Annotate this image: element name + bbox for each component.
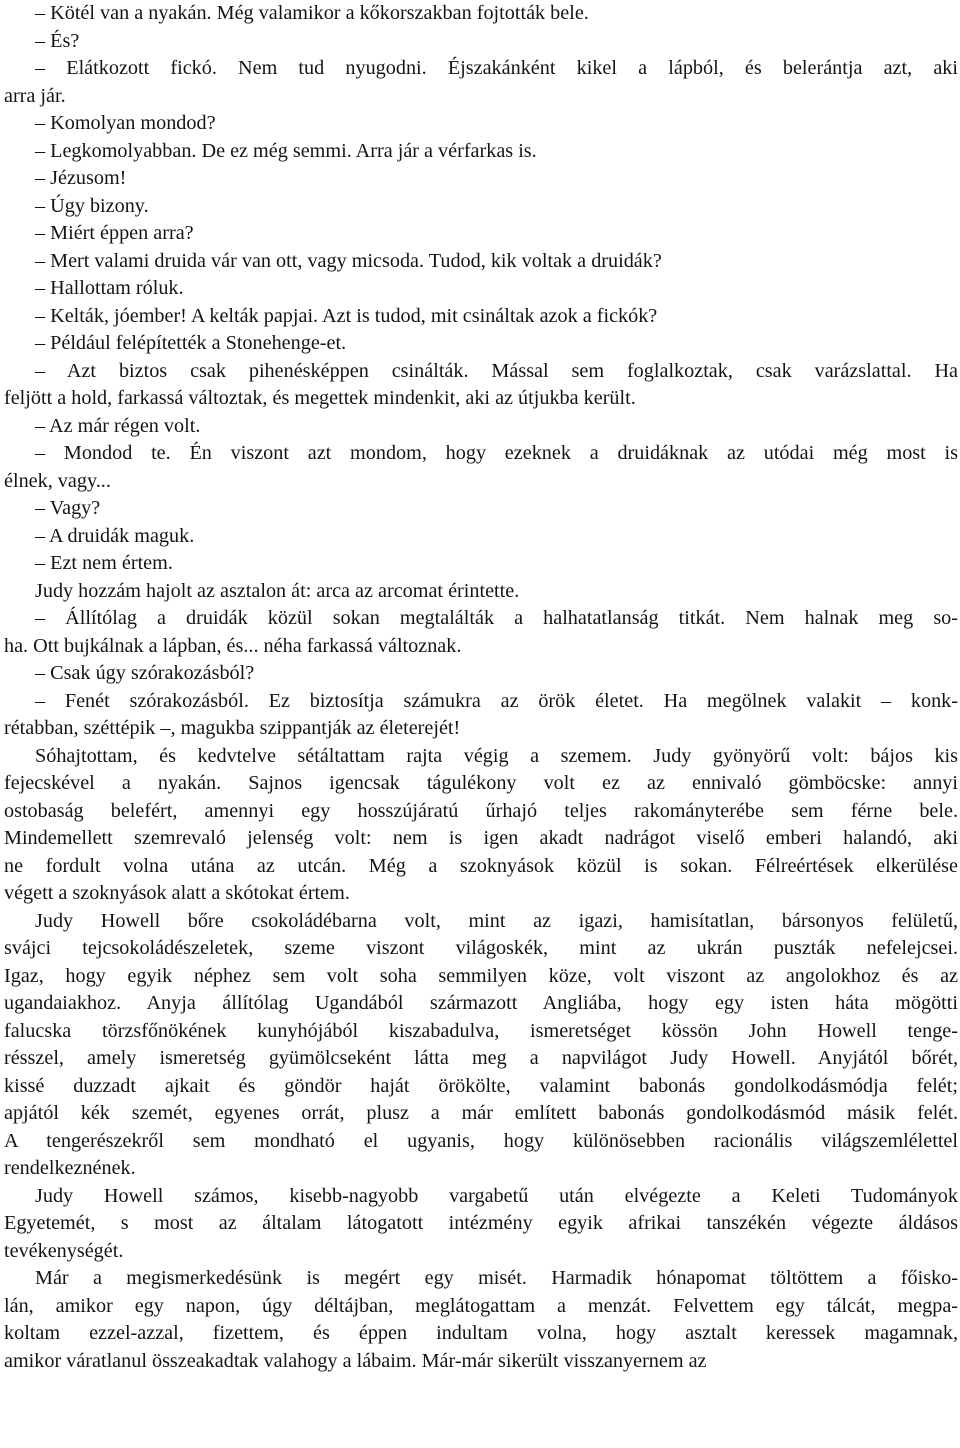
text-line: ne fordult volna utána az utcán. Még a szoknyások közül is sokan. Félreértések elkerülése: [4, 854, 958, 877]
text-line: – Miért éppen arra?: [35, 222, 194, 244]
text-line: ugandaiakhoz. Anyja állítólag Ugandából származott Angliába, hogy egy isten háta mögötti: [4, 992, 958, 1014]
text-line: Egyetemét, s most az általam látogatott intézmény egyik afrikai tanszékén végezte áldásos: [4, 1212, 958, 1234]
text-line: – Ezt nem értem.: [35, 552, 173, 574]
paragraph: [4, 110, 958, 138]
document-page: [4, 0, 958, 1375]
paragraph: [4, 495, 958, 523]
paragraph: [4, 688, 958, 743]
text-line: – Fenét szórakozásból. Ez biztosítja számukra az örök életet. Ha megölnek valakit – konk-: [35, 689, 958, 712]
paragraph: [4, 330, 958, 358]
text-line: feljött a hold, farkassá változtak, és megettek mindenkit, aki az útjukba került.: [4, 387, 636, 409]
text-line: – Elátkozott fickó. Nem tud nyugodni. Éjszakánként kikel a lápból, és belerántja azt, aki: [35, 57, 958, 79]
paragraph: [4, 0, 958, 28]
text-line: amikor váratlanul összeakadtak valahogy a lábaim. Már-már sikerült visszanyernem az: [4, 1349, 707, 1372]
text-line: fejecskével a nyakán. Sajnos igencsak tágulékony volt ez az ennivaló gömböcske: annyi: [4, 772, 958, 794]
text-line: – Hallottam róluk.: [35, 277, 184, 299]
paragraph: [4, 138, 958, 166]
text-line: Mindemellett szemrevaló jelenség volt: nem is igen akadt nadrágot viselő emberi halandó, aki: [4, 827, 958, 849]
text-line: élnek, vagy...: [4, 469, 111, 492]
paragraph: [4, 1183, 958, 1266]
text-line: – Kelták, jóember! A kelták papjai. Azt is tudod, mit csináltak azok a fickók?: [35, 304, 658, 327]
text-line: apjától kék szemét, egyenes orrát, plusz a már említett babonás gondolkodásmód másik felét.: [4, 1102, 958, 1124]
text-line: – Mondod te. Én viszont azt mondom, hogy ezeknek a druidáknak az utódai még most is: [35, 442, 958, 464]
text-line: – Állítólag a druidák közül sokan megtalálták a halhatatlanság titkát. Nem halnak meg so-: [35, 607, 958, 629]
text-line: falucska törzsfőnökének kunyhójából kiszabadulva, ismeretséget kössön John Howell tenge-: [4, 1019, 958, 1042]
paragraph: [4, 578, 958, 606]
text-line: résszel, amely ismeretség gyümölcseként látta meg a napvilágot Judy Howell. Anyjától bőrét,: [4, 1047, 958, 1069]
text-line: Judy hozzám hajolt az asztalon át: arca az arcomat érintette.: [35, 579, 520, 602]
text-line: Judy Howell bőre csokoládébarna volt, mint az igazi, hamisítatlan, bársonyos felületű,: [35, 909, 958, 932]
text-line: svájci tejcsokoládészeletek, szeme viszont világoskék, mint az ukrán puszták nefelejcsei.: [4, 937, 958, 959]
text-line: – Például felépítették a Stonehenge-et.: [35, 332, 347, 354]
paragraph: [4, 248, 958, 276]
paragraph: [4, 165, 958, 193]
paragraph: [4, 275, 958, 303]
text-line: Már a megismerkedésünk is megért egy misét. Harmadik hónapomat töltöttem a főisko-: [35, 1267, 958, 1289]
text-line: A tengerészekről sem mondható el ugyanis, hogy különösebben racionális világszemlélettel: [4, 1129, 958, 1152]
text-line: rendelkeznének.: [4, 1157, 136, 1179]
text-line: – Az már régen volt.: [35, 414, 201, 437]
paragraph: [4, 440, 958, 495]
text-line: – Azt biztos csak pihenésképpen csinálták. Mással sem foglalkoztak, csak varázslattal. Ha: [35, 359, 958, 382]
text-line: – A druidák maguk.: [35, 524, 195, 547]
paragraph: [4, 358, 958, 413]
paragraph: [4, 413, 958, 441]
text-line: – Vagy?: [35, 497, 101, 519]
text-line: végett a szoknyások alatt a skótokat értem.: [4, 882, 350, 904]
text-line: lán, amikor egy napon, úgy déltájban, meglátogattam a menzát. Felvettem egy tálcát, megpa-: [4, 1294, 958, 1317]
text-line: ostobaság belefért, amennyi egy hosszújáratú űrhajó teljes rakományterébe sem férne bele.: [4, 799, 958, 822]
text-line: – Jézusom!: [35, 167, 127, 189]
text-line: – Legkomolyabban. De ez még semmi. Arra jár a vérfarkas is.: [35, 139, 537, 162]
text-line: arra jár.: [4, 84, 66, 107]
text-line: rétabban, széttépik –, magukba szippantják az életerejét!: [4, 717, 461, 739]
paragraph: [4, 28, 958, 56]
paragraph: [4, 55, 958, 110]
text-line: – Mert valami druida vár van ott, vagy micsoda. Tudod, kik voltak a druidák?: [35, 249, 662, 272]
text-line: kissé duzzadt ajkait és göndör haját örökölte, valamint babonás gondolkodásmódja felét;: [4, 1074, 958, 1097]
paragraph: [4, 220, 958, 248]
text-line: Judy Howell számos, kisebb-nagyobb vargabetű után elvégezte a Keleti Tudományok: [35, 1184, 958, 1207]
paragraph: [4, 743, 958, 908]
paragraph: [4, 193, 958, 221]
text-line: koltam ezzel-azzal, fizettem, és éppen indultam volna, hogy asztalt keressek magamnak,: [4, 1322, 958, 1344]
text-line: – Csak úgy szórakozásból?: [35, 662, 255, 684]
text-line: – Kötél van a nyakán. Még valamikor a kőkorszakban fojtották bele.: [35, 2, 589, 24]
text-line: – És?: [35, 29, 80, 52]
paragraph: [4, 908, 958, 1183]
text-line: – Komolyan mondod?: [35, 112, 216, 134]
paragraph: [4, 523, 958, 551]
text-line: Sóhajtottam, és kedvtelve sétáltattam rajta végig a szemem. Judy gyönyörű volt: bájos kis: [35, 744, 958, 767]
paragraph: [4, 550, 958, 578]
text-line: tevékenységét.: [4, 1239, 124, 1262]
text-line: ha. Ott bujkálnak a lápban, és... néha farkassá változnak.: [4, 634, 462, 657]
paragraph: [4, 660, 958, 688]
paragraph: [4, 1265, 958, 1375]
text-line: Igaz, hogy egyik néphez sem volt soha semmilyen köze, volt viszont az angolokhoz és az: [4, 964, 958, 987]
paragraph: [4, 303, 958, 331]
paragraph: [4, 605, 958, 660]
text-line: – Úgy bizony.: [35, 194, 149, 217]
document-body: [4, 0, 958, 1375]
